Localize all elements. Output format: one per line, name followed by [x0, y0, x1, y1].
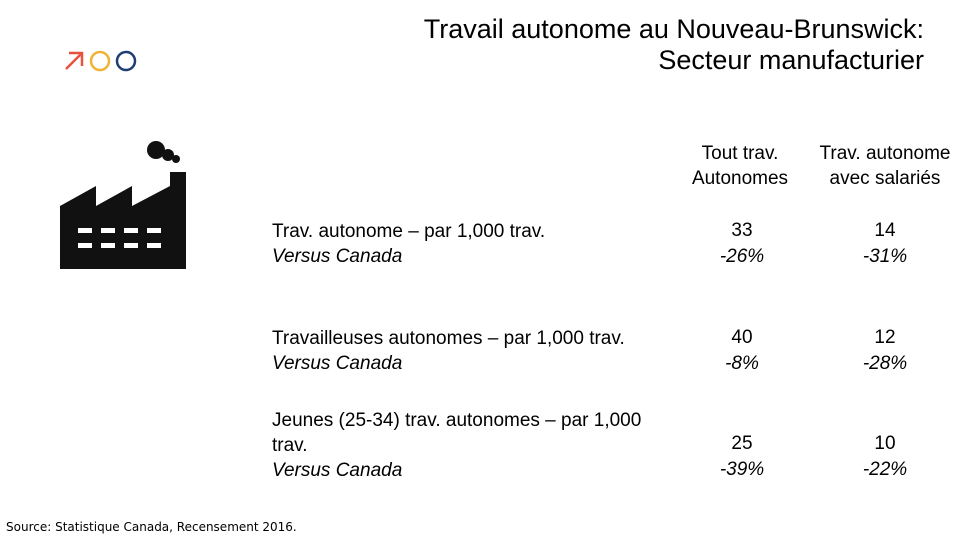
page-title [424, 14, 924, 76]
row-label-travailleuses-autonomes [272, 326, 692, 376]
title-line-2: Secteur manufacturier [658, 45, 924, 75]
arrow-and-two-circles-logo [62, 48, 142, 74]
navy-circle-icon [117, 52, 135, 70]
column-header-line: avec salariés [829, 168, 941, 189]
row-2-col-2-value [845, 325, 925, 377]
diagonal-arrow-icon [66, 53, 82, 69]
value-number: 25 [731, 433, 753, 454]
value-number: 33 [731, 220, 753, 241]
value-percent: -26% [719, 246, 765, 267]
row-1-col-2-value [845, 218, 925, 270]
row-3-col-2-value [845, 431, 925, 483]
row-3-col-1-value [702, 431, 782, 483]
row-sublabel: Versus Canada [272, 353, 403, 374]
column-header-tout-trav [660, 141, 820, 191]
row-2-col-1-value [702, 325, 782, 377]
row-sublabel: Versus Canada [272, 246, 403, 267]
value-number: 14 [874, 220, 896, 241]
column-header-avec-salaries [800, 141, 960, 191]
factory-icon [58, 140, 198, 272]
row-label-jeunes-trav-autonomes [272, 408, 652, 483]
column-header-line: Tout trav. [701, 143, 779, 164]
row-label-text: Trav. autonome – par 1,000 trav. [272, 221, 546, 242]
row-label-text: Jeunes (25-34) trav. autonomes – par 1,000 trav. [272, 410, 642, 456]
value-percent: -39% [719, 459, 765, 480]
source-note: Source: Statistique Canada, Recensement 2016. [6, 520, 297, 534]
column-header-line: Trav. autonome [819, 143, 951, 164]
row-label-text: Travailleuses autonomes – par 1,000 trav. [272, 328, 625, 349]
value-percent: -8% [725, 353, 759, 374]
value-number: 40 [731, 327, 753, 348]
yellow-circle-icon [91, 52, 109, 70]
value-number: 12 [874, 327, 896, 348]
title-line-1: Travail autonome au Nouveau-Brunswick: [423, 14, 924, 44]
value-percent: -22% [862, 459, 908, 480]
value-percent: -28% [862, 353, 908, 374]
column-header-line: Autonomes [691, 168, 789, 189]
row-1-col-1-value [702, 218, 782, 270]
row-sublabel: Versus Canada [272, 460, 403, 481]
value-percent: -31% [862, 246, 908, 267]
row-label-trav-autonome [272, 219, 692, 269]
value-number: 10 [874, 433, 896, 454]
